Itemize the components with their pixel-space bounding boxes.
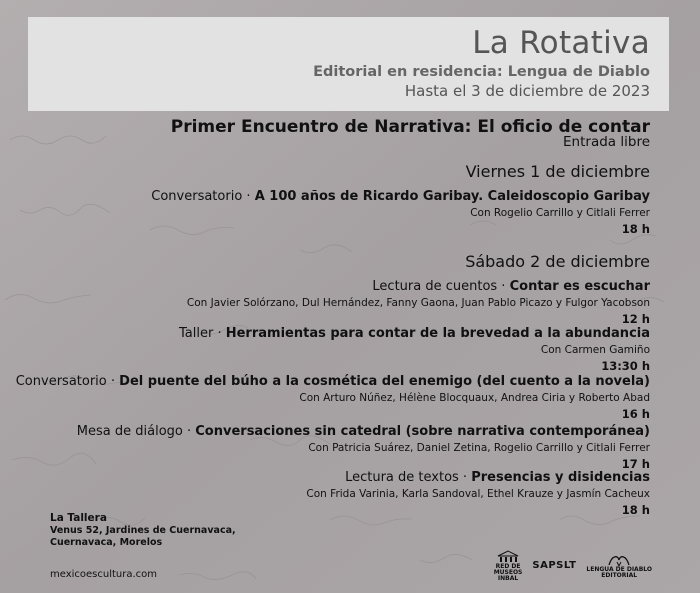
item-participants: Con Patricia Suárez, Daniel Zetina, Rogelio Carrillo y Citlali Ferrer	[308, 442, 650, 454]
item-time: 18 h	[621, 222, 650, 236]
event-entry: Entrada libre	[563, 134, 650, 150]
item-type: Conversatorio ·	[151, 189, 251, 204]
schedule-item	[306, 470, 650, 518]
item-title: Herramientas para contar de la brevedad a la abundancia	[225, 326, 650, 341]
item-time: 12 h	[621, 312, 650, 326]
item-time: 18 h	[621, 503, 650, 517]
item-title: A 100 años de Ricardo Garibay. Caleidoscopio Garibay	[254, 189, 650, 204]
item-time: 13:30 h	[601, 359, 650, 373]
museum-building-icon	[496, 550, 520, 564]
schedule-item	[16, 374, 650, 422]
item-title: Del puente del búho a la cosmética del enemigo (del cuento a la novela)	[119, 374, 650, 389]
item-participants: Con Frida Varinia, Karla Sandoval, Ethel Krauze y Jasmín Cacheux	[306, 488, 650, 500]
schedule-item	[179, 326, 650, 374]
museos-inbal-logo: RED DE MUSEOS INBAL	[494, 550, 523, 582]
item-time: 17 h	[621, 457, 650, 471]
sponsor-logos	[494, 550, 652, 582]
item-type: Conversatorio ·	[15, 374, 116, 389]
venue-address-line2: Cuernavaca, Morelos	[50, 537, 163, 548]
item-type: Lectura de textos ·	[345, 470, 468, 485]
sapslt-logo: SAPSLT	[532, 560, 577, 571]
schedule-item	[77, 424, 650, 472]
item-participants: Con Rogelio Carrillo y Citlali Ferrer	[470, 207, 650, 219]
day-heading: Viernes 1 de diciembre	[465, 162, 650, 181]
item-type: Lectura de cuentos ·	[372, 279, 506, 294]
schedule-item	[151, 189, 650, 237]
header-dates: Hasta el 3 de diciembre de 2023	[404, 82, 650, 100]
item-type: Taller ·	[179, 326, 222, 341]
item-type: Mesa de diálogo ·	[76, 424, 192, 439]
item-participants: Con Carmen Gamiño	[540, 344, 650, 356]
venue-block	[50, 512, 236, 549]
website-link[interactable]: mexicoescultura.com	[50, 569, 158, 580]
venue-address-line1: Venus 52, Jardines de Cuernavaca,	[50, 525, 236, 536]
item-title: Contar es escuchar	[509, 279, 650, 294]
event-title: Primer Encuentro de Narrativa: El oficio de contar	[170, 117, 650, 137]
item-participants: Con Javier Solórzano, Dul Hernández, Fanny Gaona, Juan Pablo Picazo y Fulgor Yacobson	[186, 297, 650, 309]
item-participants: Con Arturo Núñez, Hélène Blocquaux, Andrea Ciria y Roberto Abad	[299, 392, 650, 404]
item-time: 16 h	[621, 407, 650, 421]
venue-name: La Tallera	[50, 512, 107, 524]
lengua-de-diablo-logo: LENGUA DE DIABLO EDITORIAL	[586, 553, 652, 579]
page-title: La Rotativa	[472, 25, 650, 61]
day-heading: Sábado 2 de diciembre	[465, 252, 650, 271]
schedule-item	[187, 279, 650, 327]
header-subtitle: Editorial en residencia: Lengua de Diablo	[313, 64, 650, 80]
item-title: Conversaciones sin catedral (sobre narrativa contemporánea)	[195, 424, 650, 439]
item-title: Presencias y disidencias	[471, 470, 650, 485]
devil-tongue-icon	[606, 553, 632, 567]
